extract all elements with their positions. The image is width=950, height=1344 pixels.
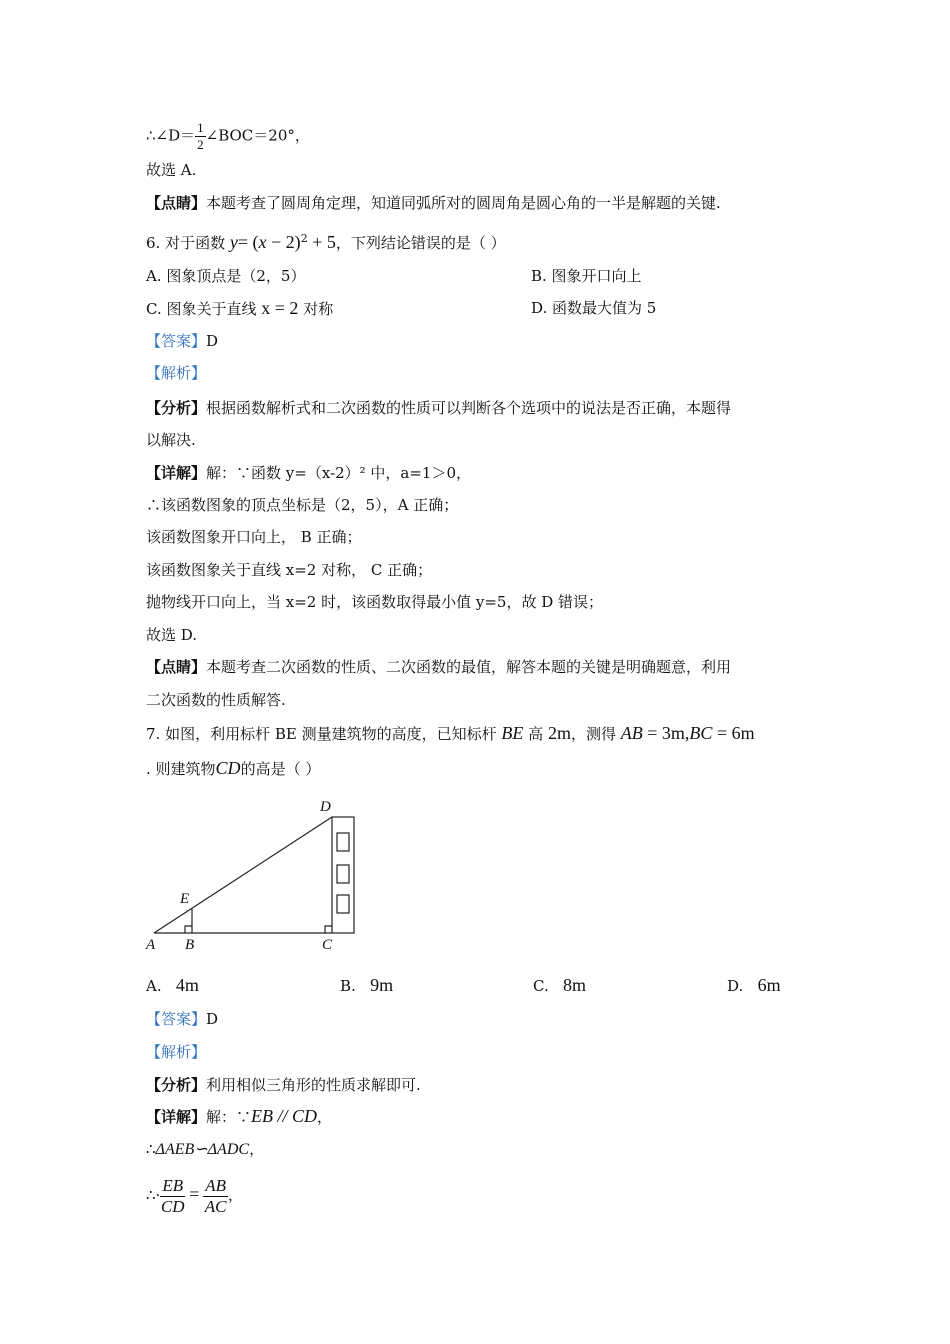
- dianjing-line-q5: 【点睛】本题考查了圆周角定理，知道同弧所对的圆周角是圆心角的一半是解题的关键.: [146, 194, 721, 212]
- q6-xiangjie-5: 抛物线开口向上，当 x=2 时，该函数取得最小值 y=5，故 D 错误；: [146, 593, 604, 611]
- q6-option-c: C. 图象关于直线 x = 2 对称: [146, 298, 334, 318]
- q6-dianjing-2: 二次函数的性质解答.: [146, 691, 286, 709]
- q7-option-c: C. 8m: [533, 975, 587, 995]
- q7-xiangjie-1: 【详解】解：∵EB // CD，: [146, 1106, 333, 1126]
- question-7-line-1: 7. 如图，利用标杆 BE 测量建筑物的高度，已知标杆 BE 高 2m，测得 AB = 3m,BC = 6m: [146, 723, 755, 743]
- q7-answer: 【答案】D: [146, 1010, 219, 1028]
- building-window-2: [337, 865, 349, 883]
- q6-option-a: A. 图象顶点是（2，5）: [146, 267, 306, 285]
- building-cd: [332, 817, 354, 933]
- building-measurement-figure: [140, 795, 370, 955]
- q6-xiangjie-1: 【详解】解：∵函数 y=（x-2）² 中，a=1＞0，: [146, 464, 472, 482]
- label-e: E: [180, 891, 190, 907]
- solution-line-angle-d: ∴∠D＝ $\frac{1}{2}$ ∠BOC＝20°，: [146, 120, 310, 152]
- q6-analysis-tag: 【解析】: [146, 364, 207, 382]
- label-a: A: [146, 937, 156, 953]
- question-6: 6. 对于函数 $y= (x - 2)^2 + 5$，下列结论错误的是（ ）: [146, 232, 506, 252]
- q7-option-d: D. 6m: [727, 975, 781, 995]
- label-b: B: [185, 937, 195, 953]
- label-d: D: [320, 799, 331, 815]
- q6-xiangjie-4: 该函数图象关于直线 x=2 对称， C 正确；: [146, 561, 433, 579]
- question-7-line-2: . 则建筑物CD的高是（ ）: [146, 758, 321, 778]
- q6-xiangjie-2: ∴该函数图象的顶点坐标是（2，5），A 正确；: [146, 496, 459, 514]
- q6-fenxi-2: 以解决.: [146, 431, 196, 449]
- right-angle-b: [185, 926, 192, 933]
- right-angle-c: [325, 926, 332, 933]
- fraction-eb-cd: $\frac{EB}{CD}$: [160, 1175, 185, 1216]
- building-window-1: [337, 833, 349, 851]
- q6-option-b: B. 图象开口向上: [531, 267, 642, 285]
- q6-dianjing-1: 【点睛】本题考查二次函数的性质、二次函数的最值，解答本题的关键是明确题意，利用: [146, 658, 732, 676]
- hypotenuse-ad: [154, 817, 332, 933]
- q7-option-b: B. 9m: [340, 975, 394, 995]
- q7-option-a: A. 4m: [146, 975, 199, 995]
- q6-xiangjie-6: 故选 D.: [146, 626, 198, 644]
- fraction-ab-ac: $\frac{AB}{AC}$: [204, 1175, 227, 1216]
- q6-option-d: D. 函数最大值为 5: [531, 299, 657, 317]
- q7-xiangjie-3: ∴· $\frac{EB}{CD}$ = $\frac{AB}{AC}$ ，: [146, 1175, 244, 1216]
- q6-fenxi-1: 【分析】根据函数解析式和二次函数的性质可以判断各个选项中的说法是否正确，本题得: [146, 399, 732, 417]
- q6-answer: 【答案】D: [146, 332, 219, 350]
- q7-analysis-tag: 【解析】: [146, 1043, 207, 1061]
- fraction-one-half: $\frac{1}{2}$: [197, 120, 204, 152]
- q7-xiangjie-2: ∴ΔAEB∽ΔADC，: [146, 1140, 265, 1158]
- building-window-3: [337, 895, 349, 913]
- q6-xiangjie-3: 该函数图象开口向上， B 正确；: [146, 528, 362, 546]
- q7-fenxi: 【分析】利用相似三角形的性质求解即可.: [146, 1076, 421, 1094]
- label-c: C: [322, 937, 333, 953]
- choose-a-line: 故选 A.: [146, 161, 197, 179]
